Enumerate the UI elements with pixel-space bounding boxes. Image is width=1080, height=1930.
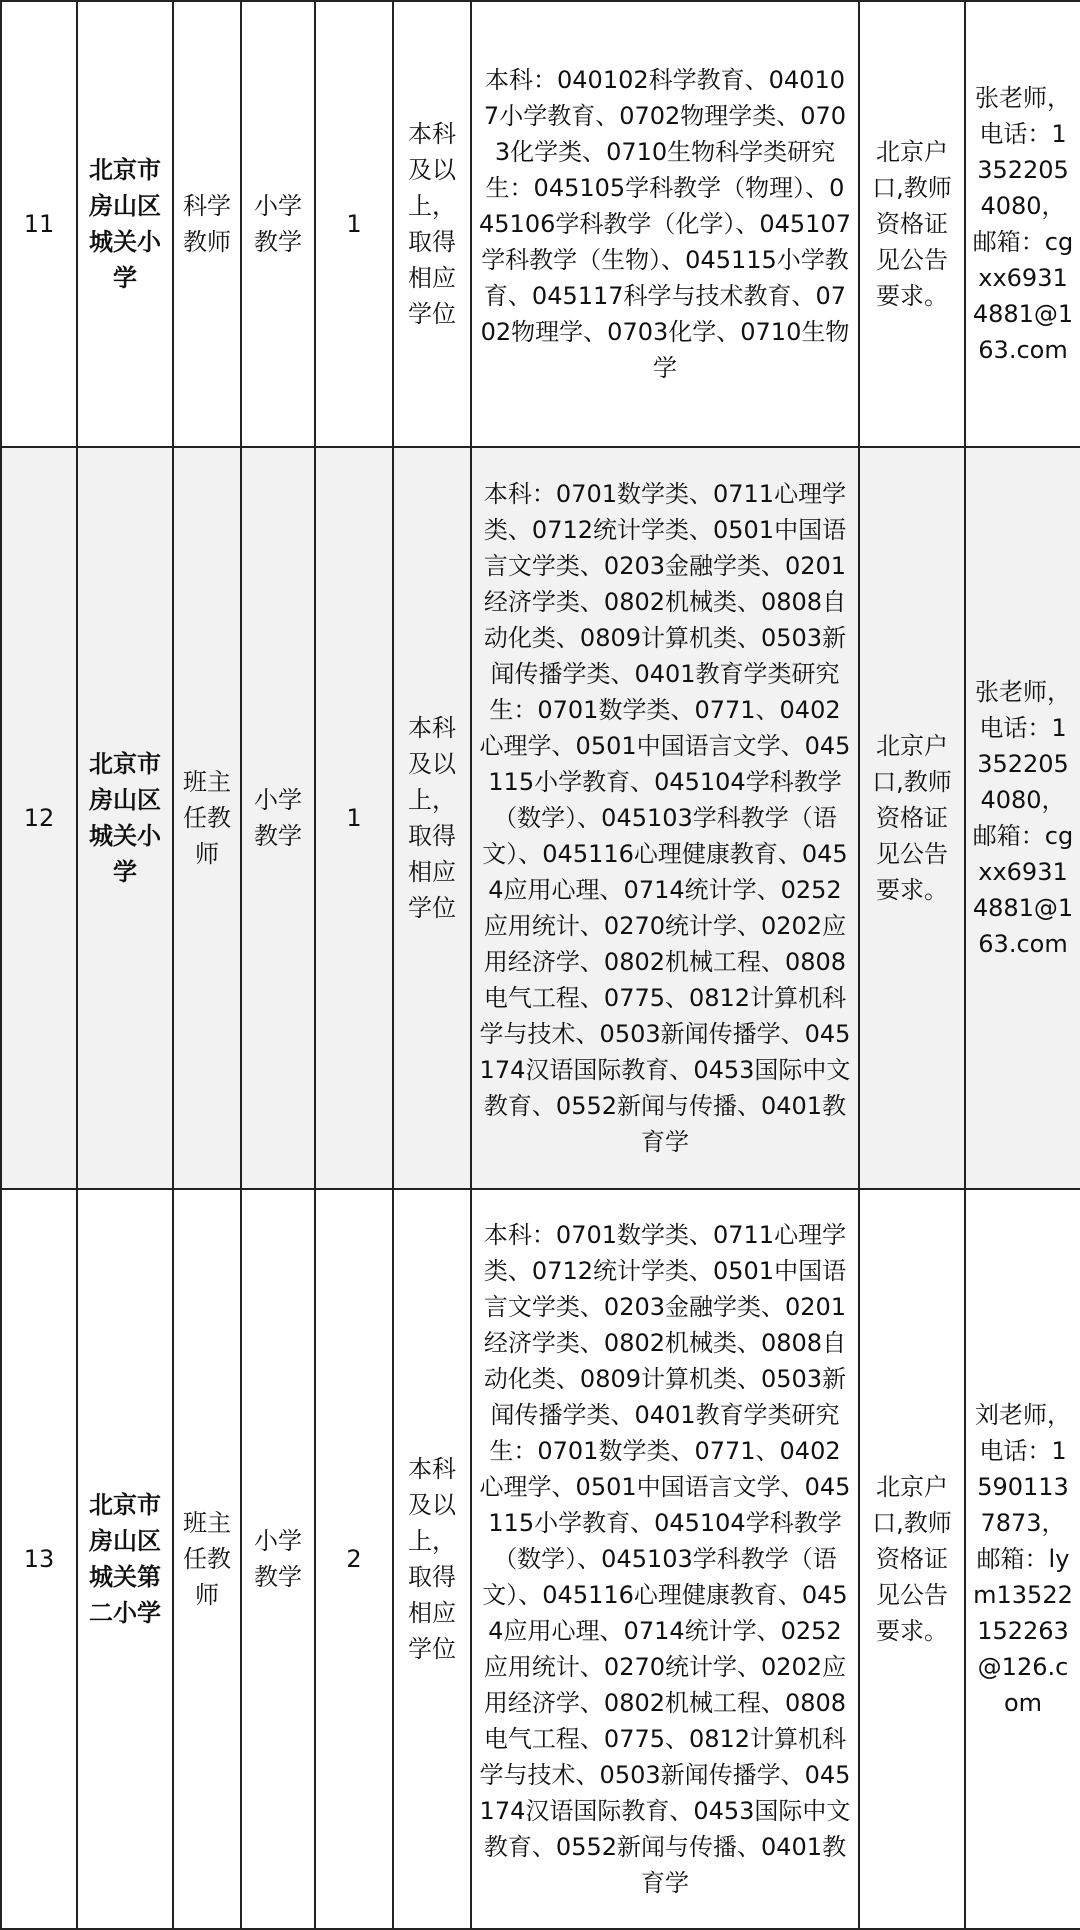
position-category: 小学教学	[241, 447, 315, 1189]
position-name: 科学教师	[173, 1, 241, 447]
major-requirement: 本科：0701数学类、0711心理学类、0712统计学类、0501中国语言文学类、0203金融学类、0201经济学类、0802机械类、0808自动化类、0809计算机类、0503新闻传播学类、0401教育学类研究生：0701数学类、0771、0402心理学、0501中国语言文学、045115小学教育、045104学科教学（数学）、045103学科教学（语文）、045116心理健康教育、0454应用心理、0714统计学、0252应用统计、0270统计学、0202应用经济学、0802机械工程、0808电气工程、0775、0812计算机科学与技术、0503新闻传播学、045174汉语国际教育、0453国际中文教育、0552新闻与传播、0401教育学	[471, 1189, 859, 1929]
education-requirement: 本科及以上，取得相应学位	[393, 1, 471, 447]
table-row	[1, 1, 1080, 447]
contact-info: 张老师，电话：13522054080，邮箱：cgxx69314881@163.com	[965, 447, 1080, 1189]
school-name: 北京市房山区城关第二小学	[77, 1189, 173, 1929]
education-requirement: 本科及以上，取得相应学位	[393, 1189, 471, 1929]
school-name: 北京市房山区城关小学	[77, 1, 173, 447]
position-category: 小学教学	[241, 1, 315, 447]
school-name: 北京市房山区城关小学	[77, 447, 173, 1189]
major-requirement: 本科：0701数学类、0711心理学类、0712统计学类、0501中国语言文学类、0203金融学类、0201经济学类、0802机械类、0808自动化类、0809计算机类、0503新闻传播学类、0401教育学类研究生：0701数学类、0771、0402心理学、0501中国语言文学、045115小学教育、045104学科教学（数学）、045103学科教学（语文）、045116心理健康教育、0454应用心理、0714统计学、0252应用统计、0270统计学、0202应用经济学、0802机械工程、0808电气工程、0775、0812计算机科学与技术、0503新闻传播学、045174汉语国际教育、0453国际中文教育、0552新闻与传播、0401教育学	[471, 447, 859, 1189]
row-number: 12	[1, 447, 77, 1189]
position-category: 小学教学	[241, 1189, 315, 1929]
contact-info: 张老师，电话：13522054080，邮箱：cgxx69314881@163.com	[965, 1, 1080, 447]
other-requirement: 北京户口,教师资格证见公告要求。	[859, 447, 965, 1189]
row-number: 13	[1, 1189, 77, 1929]
hiring-count: 2	[315, 1189, 393, 1929]
major-requirement: 本科：040102科学教育、040107小学教育、0702物理学类、0703化学类、0710生物科学类研究生：045105学科教学（物理）、045106学科教学（化学）、045107学科教学（生物）、045115小学教育、045117科学与技术教育、0702物理学、0703化学、0710生物学	[471, 1, 859, 447]
hiring-count: 1	[315, 447, 393, 1189]
row-number: 11	[1, 1, 77, 447]
contact-info: 刘老师，电话：15901137873，邮箱：lym13522152263@126.com	[965, 1189, 1080, 1929]
table-row	[1, 1189, 1080, 1929]
education-requirement: 本科及以上，取得相应学位	[393, 447, 471, 1189]
table-row	[1, 447, 1080, 1189]
position-name: 班主任教师	[173, 1189, 241, 1929]
other-requirement: 北京户口,教师资格证见公告要求。	[859, 1189, 965, 1929]
hiring-count: 1	[315, 1, 393, 447]
other-requirement: 北京户口,教师资格证见公告要求。	[859, 1, 965, 447]
position-name: 班主任教师	[173, 447, 241, 1189]
